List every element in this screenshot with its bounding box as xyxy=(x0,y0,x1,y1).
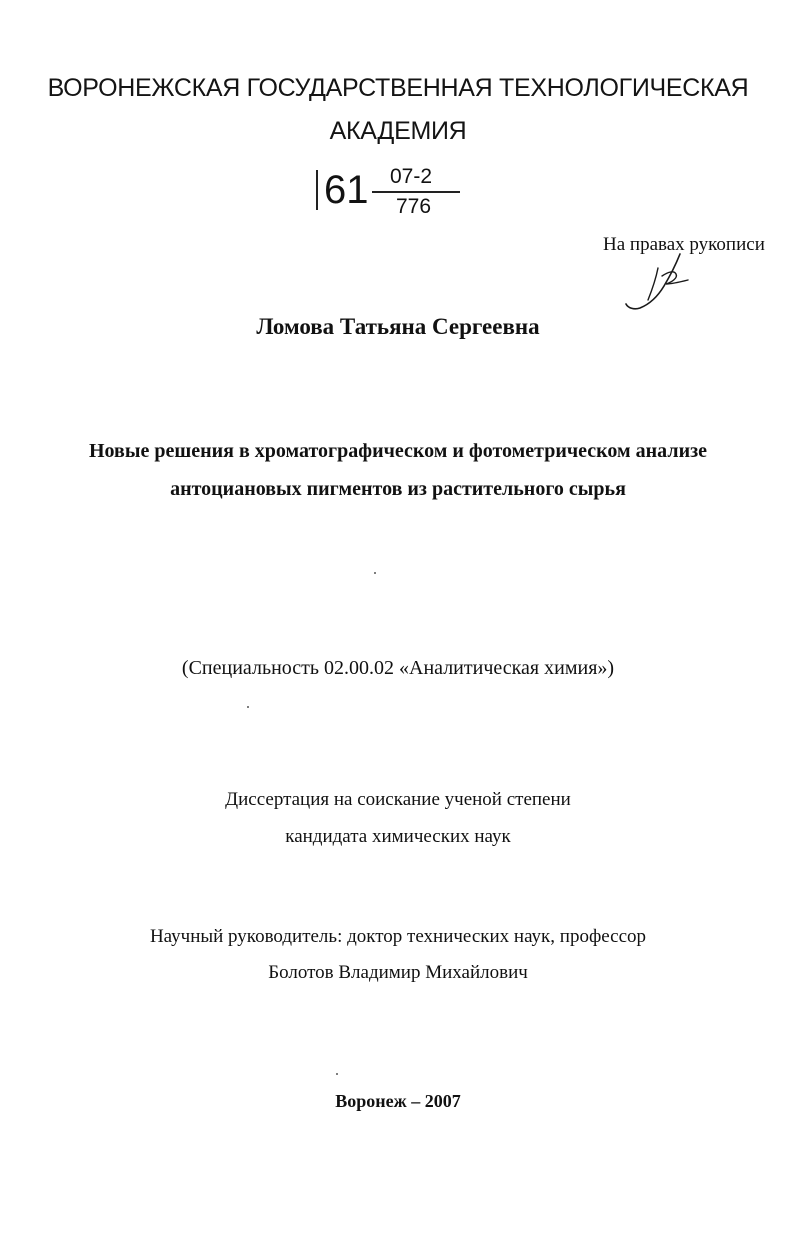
specialty: (Специальность 02.00.02 «Аналитическая химия») xyxy=(181,657,615,679)
dissertation-title-line2: антоциановых пигментов из растительного сырья xyxy=(170,478,626,500)
shelfmark-fraction-line xyxy=(372,191,460,193)
scan-speck xyxy=(374,572,376,574)
manuscript-rights-note: На правах рукописи xyxy=(603,234,765,255)
handwritten-signature xyxy=(618,246,698,316)
supervisor-line1: Научный руководитель: доктор технических наук, профессор xyxy=(149,926,647,947)
degree-line1: Диссертация на соискание ученой степени xyxy=(225,789,571,810)
city-year: Воронеж – 2007 xyxy=(335,1091,461,1111)
stamp-vertical-bar xyxy=(316,170,318,210)
institution-name-line1: ВОРОНЕЖСКАЯ ГОСУДАРСТВЕННАЯ ТЕХНОЛОГИЧЕСКАЯ xyxy=(47,74,749,102)
supervisor-name: Болотов Владимир Михайлович xyxy=(268,962,528,983)
scan-speck xyxy=(336,1073,338,1075)
author-name: Ломова Татьяна Сергеевна xyxy=(256,314,540,339)
degree-line2: кандидата химических наук xyxy=(285,826,511,847)
shelfmark-number: 61 xyxy=(324,168,369,212)
institution-name-line2: АКАДЕМИЯ xyxy=(329,117,467,145)
scan-speck xyxy=(247,706,249,708)
shelfmark-denominator: 776 xyxy=(396,195,432,218)
shelfmark-numerator: 07-2 xyxy=(390,165,433,188)
library-shelfmark-stamp xyxy=(314,166,454,224)
dissertation-title-line1: Новые решения в хроматографическом и фотометрическом анализе xyxy=(88,440,708,462)
